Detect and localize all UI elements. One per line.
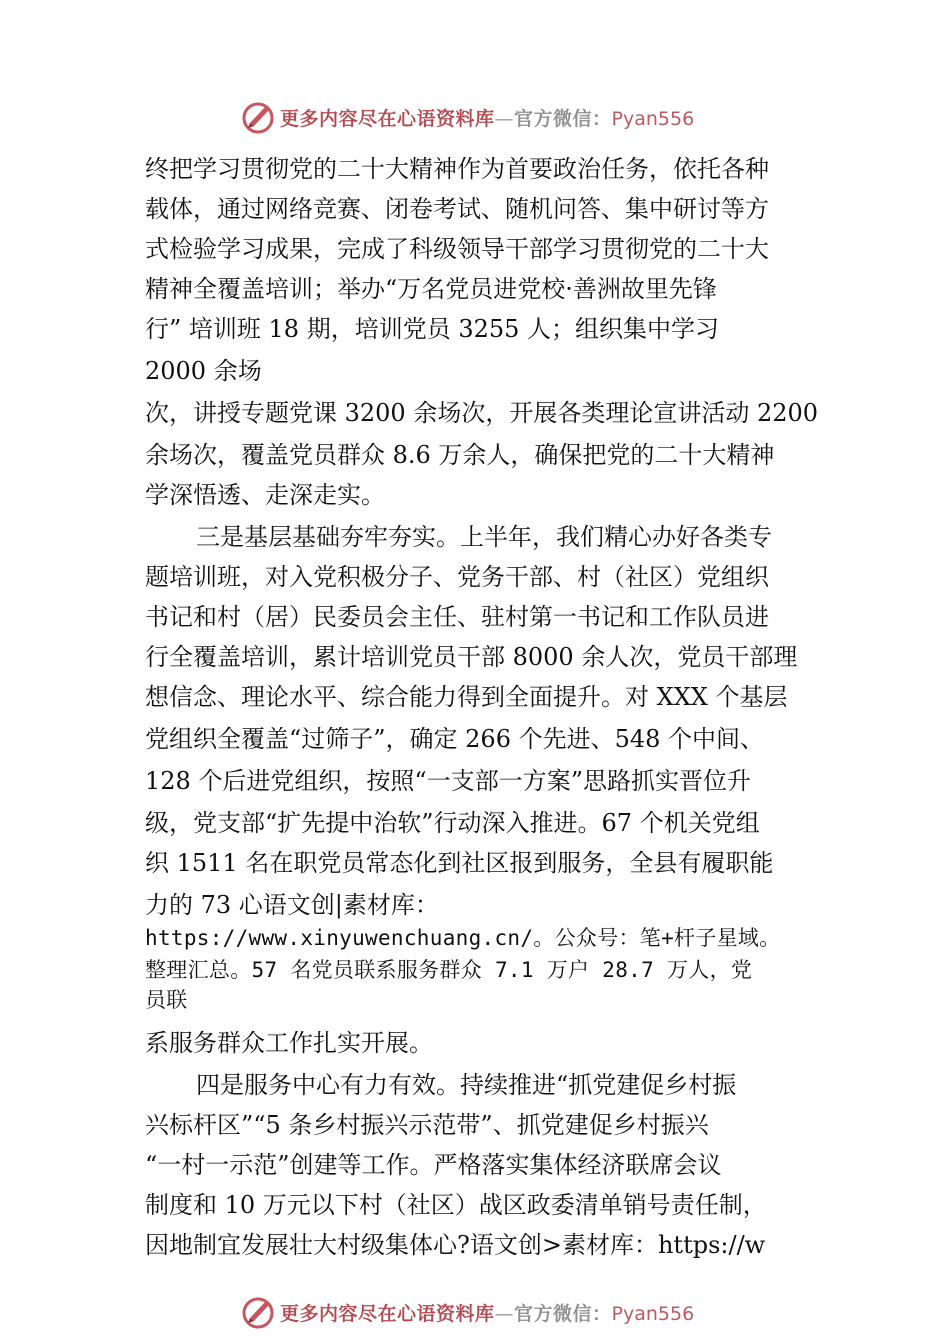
banner-text: 更多内容尽在心语资料库—官方微信：Pyan556 — [280, 1302, 695, 1325]
text-line: 党组织全覆盖“过筛子”，确定 266 个先进、548 个中间、 — [145, 725, 765, 753]
text-line: 精神全覆盖培训；举办“万名党员进党校·善洲故里先锋 — [145, 275, 717, 303]
text-line: 2000 余场 — [145, 357, 262, 385]
banner-text: 更多内容尽在心语资料库—官方微信：Pyan556 — [280, 107, 695, 130]
text-line: 载体，通过网络竞赛、闭卷考试、随机问答、集中研讨等方 — [145, 195, 769, 223]
text-line: 学深悟透、走深走实。 — [145, 481, 385, 509]
text-line: 级，党支部“扩先提中治软”行动深入推进。67 个机关党组 — [145, 809, 760, 837]
text-line: 行” 培训班 18 期，培训党员 3255 人；组织集中学习 — [145, 315, 720, 343]
text-line: “一村一示范”创建等工作。严格落实集体经济联席会议 — [145, 1151, 722, 1179]
page-footer — [0, 1290, 950, 1330]
url-line: https://www.xinyuwenchuang.cn/。公众号：笔+杆子星域。 — [145, 926, 781, 950]
pen-circle-logo-icon — [240, 99, 276, 135]
text-line: 想信念、理论水平、综合能力得到全面提升。对 XXX 个基层 — [145, 683, 788, 711]
text-line: 终把学习贯彻党的二十大精神作为首要政治任务，依托各种 — [145, 155, 769, 183]
paragraph-start: 三是基层基础夯牢夯实。上半年，我们精心办好各类专 — [196, 523, 772, 551]
text-line: 制度和 10 万元以下村（社区）战区政委清单销号责任制， — [145, 1191, 767, 1219]
text-line: 织 1511 名在职党员常态化到社区报到服务，全县有履职能 — [145, 849, 774, 877]
watermark-banner — [240, 99, 694, 135]
page-header — [0, 95, 950, 135]
text-line: 整理汇总。57 名党员联系服务群众 7.1 万户 28.7 万人，党 — [145, 958, 753, 982]
text-line: 兴标杆区”“5 条乡村振兴示范带”、抓党建促乡村振兴 — [145, 1111, 709, 1139]
text-line: 式检验学习成果，完成了科级领导干部学习贯彻党的二十大 — [145, 235, 769, 263]
text-line: 题培训班，对入党积极分子、党务干部、村（社区）党组织 — [145, 563, 769, 591]
text-line: 次，讲授专题党课 3200 余场次，开展各类理论宣讲活动 2200 — [145, 399, 819, 427]
text-line: 员联 — [145, 988, 188, 1012]
text-line: 余场次，覆盖党员群众 8.6 万余人，确保把党的二十大精神 — [145, 441, 775, 469]
paragraph-start: 四是服务中心有力有效。持续推进“抓党建促乡村振 — [196, 1071, 737, 1099]
text-line: 书记和村（居）民委员会主任、驻村第一书记和工作队员进 — [145, 603, 769, 631]
text-line: 128 个后进党组织，按照“一支部一方案”思路抓实晋位升 — [145, 767, 751, 795]
text-line: 系服务群众工作扎实开展。 — [145, 1029, 433, 1057]
pen-circle-logo-icon — [240, 1294, 276, 1330]
text-line: 行全覆盖培训，累计培训党员干部 8000 余人次，党员干部理 — [145, 643, 798, 671]
watermark-banner — [240, 1294, 694, 1330]
text-line: 因地制宜发展壮大村级集体心?语文创>素材库：https://w — [145, 1231, 766, 1259]
text-line: 力的 73 心语文创|素材库： — [145, 891, 439, 919]
